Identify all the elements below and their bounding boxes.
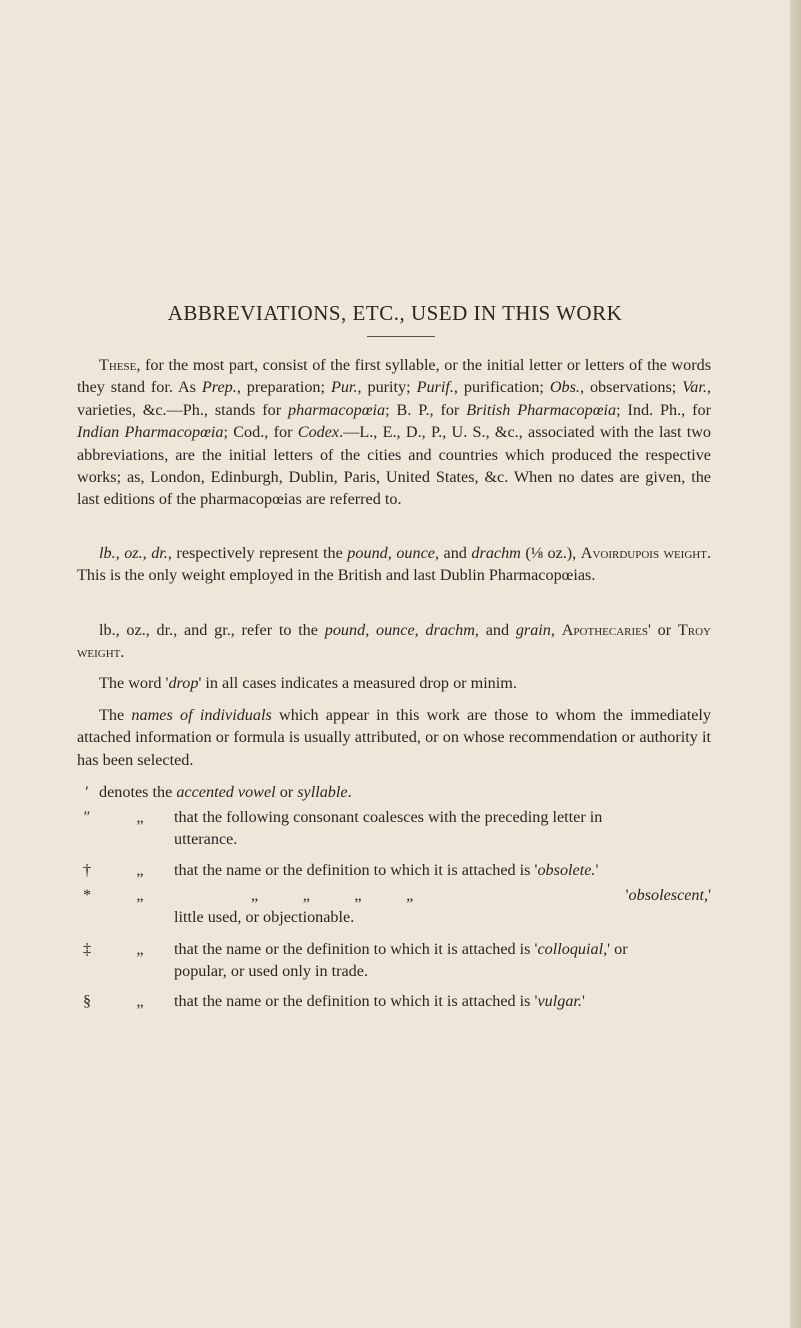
legend-dagger: † „ that the name or the definition to which it is attached is 'obsolete.' — [77, 859, 717, 882]
section-symbol: § — [82, 992, 92, 1010]
legend-double-dagger: ‡ „ that the name or the definition to which it is attached is 'colloquial,' or popular, or used only in trade. — [77, 938, 717, 984]
ditto-mark: „ — [136, 886, 144, 904]
accent-symbol: ′ — [85, 783, 89, 801]
lead-word: These, — [99, 356, 141, 374]
page-title: ABBREVIATIONS, ETC., USED IN THIS WORK — [167, 301, 623, 325]
ditto-mark: „ — [136, 861, 144, 879]
paragraph-troy-weight: lb., oz., dr., and gr., refer to the pound, ounce, drachm, and grain, Apothecaries' or Troy weight. — [77, 621, 712, 662]
ditto-mark: „ — [136, 808, 144, 826]
dagger-symbol: † — [82, 861, 92, 879]
legend-asterisk: * „ „ „ „ „ 'obsolescent,' little used, or objectionable. — [77, 884, 717, 930]
asterisk-symbol: * — [82, 886, 92, 904]
double-dagger-symbol: ‡ — [82, 940, 92, 958]
paragraph-abbreviations-intro: These, for the most part, consist of the first syllable, or the initial letter or letters of the words they stand for. As Prep., preparation; Pur., purity; Purif., purification; Obs., observations; Var., varieties, &c.—Ph., stands for pharmacopœia; B. P., for British Pharmacopœia; Ind. Ph., for Indian Pharmacopœia; Cod., for Codex.—L., E., D., P., U. S., &c., associated with the last two abbreviations, are the initial letters of the cities and countries which produced the respective works; as, London, Edinburgh, Dublin, Paris, United States, &c. When no dates are given, the last editions of the pharmacopœias are referred to. — [77, 356, 712, 509]
legend-double-accent: ″ „ that the following consonant coalesces with the preceding letter in utterance. — [77, 806, 717, 852]
legend-accent: ′ denotes the accented vowel or syllable. — [77, 781, 717, 804]
title-rule — [367, 336, 435, 337]
ditto-mark: „ — [136, 940, 144, 958]
double-accent-symbol: ″ — [83, 808, 91, 826]
paragraph-names: The names of individuals which appear in this work are those to whom the immediately attached information or formula is usually attributed, or on whose recommendation or authority it has been selected. — [77, 706, 711, 769]
ditto-mark: „ — [136, 992, 144, 1010]
ditto-marks-row: „ „ „ „ — [251, 886, 414, 904]
legend-section: § „ that the name or the definition to which it is attached is 'vulgar.' — [77, 990, 717, 1013]
paragraph-avoirdupois: lb., oz., dr., respectively represent the pound, ounce, and drachm (⅛ oz.), Avoirdupois weight. This is the only weight employed in the British and last Dublin Pharmacopœias. — [77, 544, 711, 585]
paragraph-drop: The word 'drop' in all cases indicates a measured drop or minim. — [99, 674, 517, 692]
page-edge — [790, 0, 801, 1328]
